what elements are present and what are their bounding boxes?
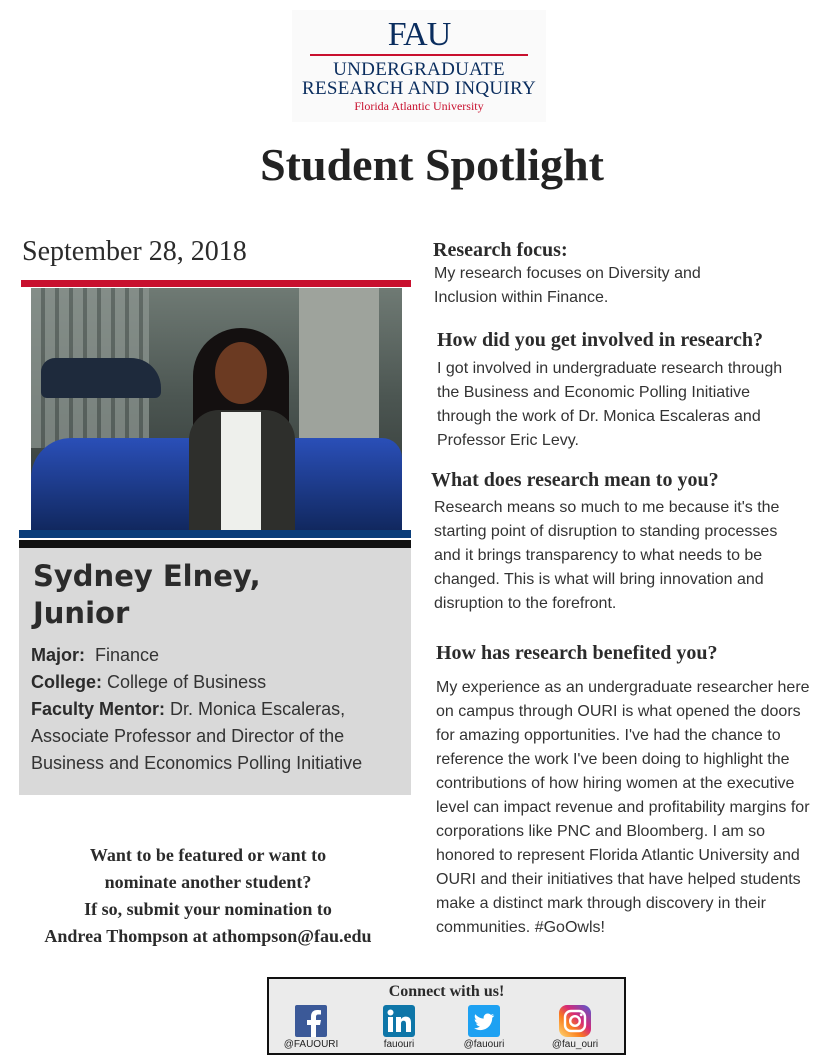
mentor-value: Dr. Monica Escaleras, Associate Professor and Director of the Business and Economics Polling Initiative [31,699,363,773]
connect-title: Connect with us! [388,983,505,1000]
spotlight-date: September 28, 2018 [22,236,247,267]
student-name [33,558,393,632]
linkedin-handle: fauouri [383,1039,415,1050]
ouri-logo [292,10,546,122]
logo-line2: RESEARCH AND INQUIRY [301,78,537,99]
instagram-link[interactable] [535,1005,615,1050]
instagram-icon [559,1005,591,1037]
facebook-link[interactable] [271,1005,351,1050]
question-research-meaning: What does research mean to you? [431,469,719,491]
photo-shirt [221,412,261,530]
answer-research-benefit: My experience as an undergraduate researcher here on campus through OURI is what opened the doors for amazing opportunities. I've had the chance to reference the work I've been doing to highlight the contributions of how hiring women at the executive level can impact revenue and profitability margins for corporations like PNC and Bloomberg. I am so honored to represent Florida Atlantic University and OURI and their initiatives that have helped students make a distinct mark through discovery in their communities. #GoOwls! [436,679,810,936]
student-profile-panel [19,548,411,795]
facebook-handle: @FAUOURI [283,1039,339,1050]
question-research-focus: Research focus: [433,239,568,261]
college-value: College of Business [107,672,267,692]
linkedin-link[interactable] [359,1005,439,1050]
logo-rule [310,54,528,56]
cta-line2: nominate another student? [104,872,312,892]
connect-with-us-box [267,977,626,1055]
fau-logo-mark: FAU [387,16,451,53]
twitter-icon [468,1005,500,1037]
mentor-row [31,696,403,777]
twitter-link[interactable] [444,1005,524,1050]
major-row [31,642,403,669]
photo-face [215,342,267,404]
logo-subtitle: Florida Atlantic University [354,99,484,113]
photo-parked-car [41,358,161,398]
question-research-benefit: How has research benefited you? [436,642,718,664]
answer-research-meaning: Research means so much to me because it's the starting point of disruption to standing processes and it brings transparency to what needs to be changed. This is what will bring innovation and disruption to the forefront. [434,499,780,612]
cta-line1: Want to be featured or want to [89,845,327,865]
answer-research-focus: My research focuses on Diversity and Inclusion within Finance. [434,265,701,306]
red-divider [21,280,411,287]
student-details [31,642,403,777]
cta-line4: Andrea Thompson at athompson@fau.edu [44,926,372,946]
linkedin-icon [383,1005,415,1037]
college-row [31,669,403,696]
major-label: Major: [31,645,85,665]
student-name-line2: Junior [33,596,130,630]
answer-how-involved: I got involved in undergraduate research through the Business and Economic Polling Initiative through the work of Dr. Monica Escaleras and Professor Eric Levy. [437,360,783,449]
page-title: Student Spotlight [260,139,604,190]
navy-divider [19,530,411,538]
student-name-line1: Sydney Elney, [33,559,261,593]
student-photo [31,288,402,530]
photo-person [181,328,301,530]
facebook-icon [295,1005,327,1037]
cta-line3: If so, submit your nomination to [84,899,332,919]
major-value: Finance [95,645,160,665]
black-divider [19,540,411,548]
logo-line1: UNDERGRADUATE [333,59,505,80]
instagram-handle: @fau_ouri [551,1039,599,1050]
nomination-call-to-action [20,842,396,950]
twitter-handle: @fauouri [463,1039,505,1050]
mentor-label: Faculty Mentor: [31,699,166,719]
question-how-involved: How did you get involved in research? [437,329,763,351]
college-label: College: [31,672,103,692]
